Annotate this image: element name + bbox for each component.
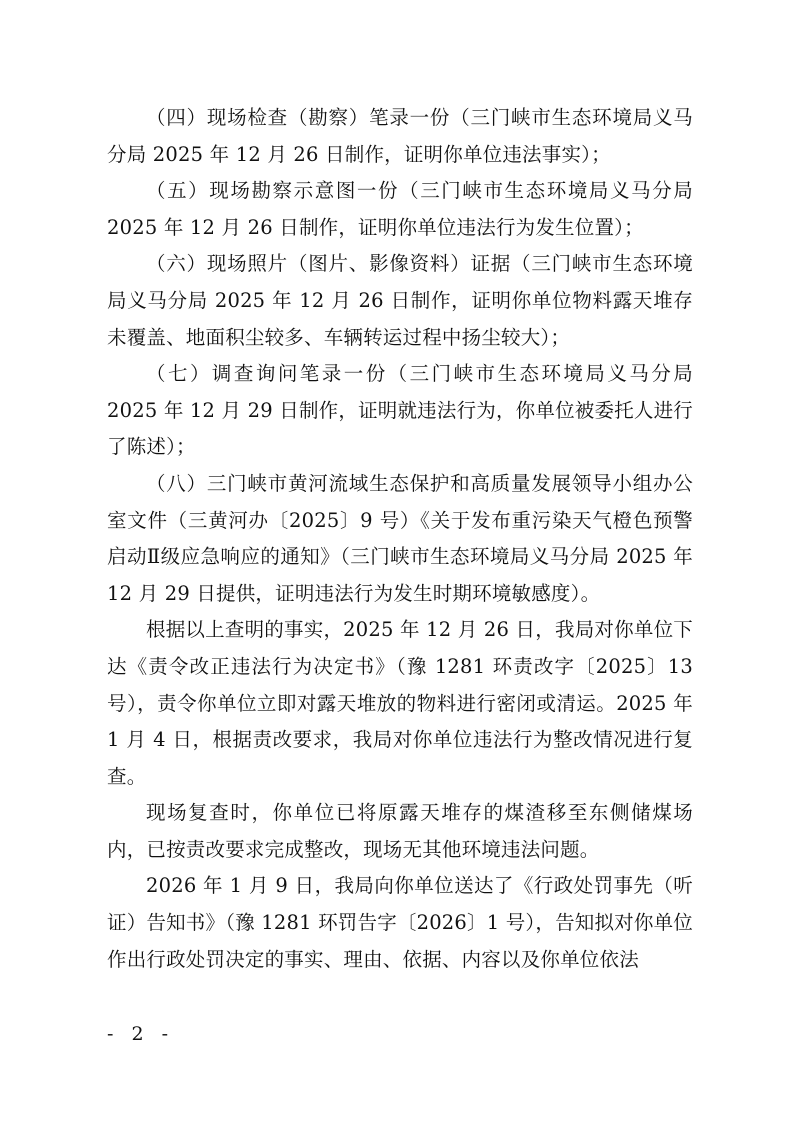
notice-paragraph: 2026 年 1 月 9 日，我局向你单位送达了《行政处罚事先（听证）告知书》（豫 1281 环罚告字〔2026〕1 号），告知拟对你单位作出行政处罚决定的事实、理由、依据、内容以及你单位依法 — [107, 874, 693, 971]
evidence-item-7: （七）调查询问笔录一份（三门峡市生态环境局义马分局 2025 年 12 月 29 日制作，证明就违法行为，你单位被委托人进行了陈述）； — [107, 362, 693, 459]
evidence-item-8: （八）三门峡市黄河流域生态保护和高质量发展领导小组办公室文件（三黄河办〔2025〕9 号）《关于发布重污染天气橙色预警启动Ⅱ级应急响应的通知》（三门峡市生态环境局义马分局 2025 年 12 月 29 日提供，证明违法行为发生时期环境敏感度）。 — [107, 471, 693, 605]
evidence-item-4: （四）现场检查（勘察）笔录一份（三门峡市生态环境局义马分局 2025 年 12 月 26 日制作，证明你单位违法事实）； — [107, 106, 693, 166]
review-paragraph: 现场复查时，你单位已将原露天堆存的煤渣移至东侧储煤场内，已按责改要求完成整改，现场无其他环境违法问题。 — [107, 801, 693, 861]
page-number: - 2 - — [107, 1023, 175, 1045]
facts-paragraph: 根据以上查明的事实，2025 年 12 月 26 日，我局对你单位下达《责令改正违法行为决定书》（豫 1281 环责改字〔2025〕13 号），责令你单位立即对露天堆放的物料进行密闭或清运。2025 年 1 月 4 日，根据责改要求，我局对你单位违法行为整改情况进行复查。 — [107, 618, 693, 788]
evidence-item-5: （五）现场勘察示意图一份（三门峡市生态环境局义马分局 2025 年 12 月 26 日制作，证明你单位违法行为发生位置）； — [107, 179, 693, 239]
evidence-item-6: （六）现场照片（图片、影像资料）证据（三门峡市生态环境局义马分局 2025 年 12 月 26 日制作，证明你单位物料露天堆存未覆盖、地面积尘较多、车辆转运过程中扬尘较大）； — [107, 252, 693, 349]
document-body — [107, 100, 693, 978]
